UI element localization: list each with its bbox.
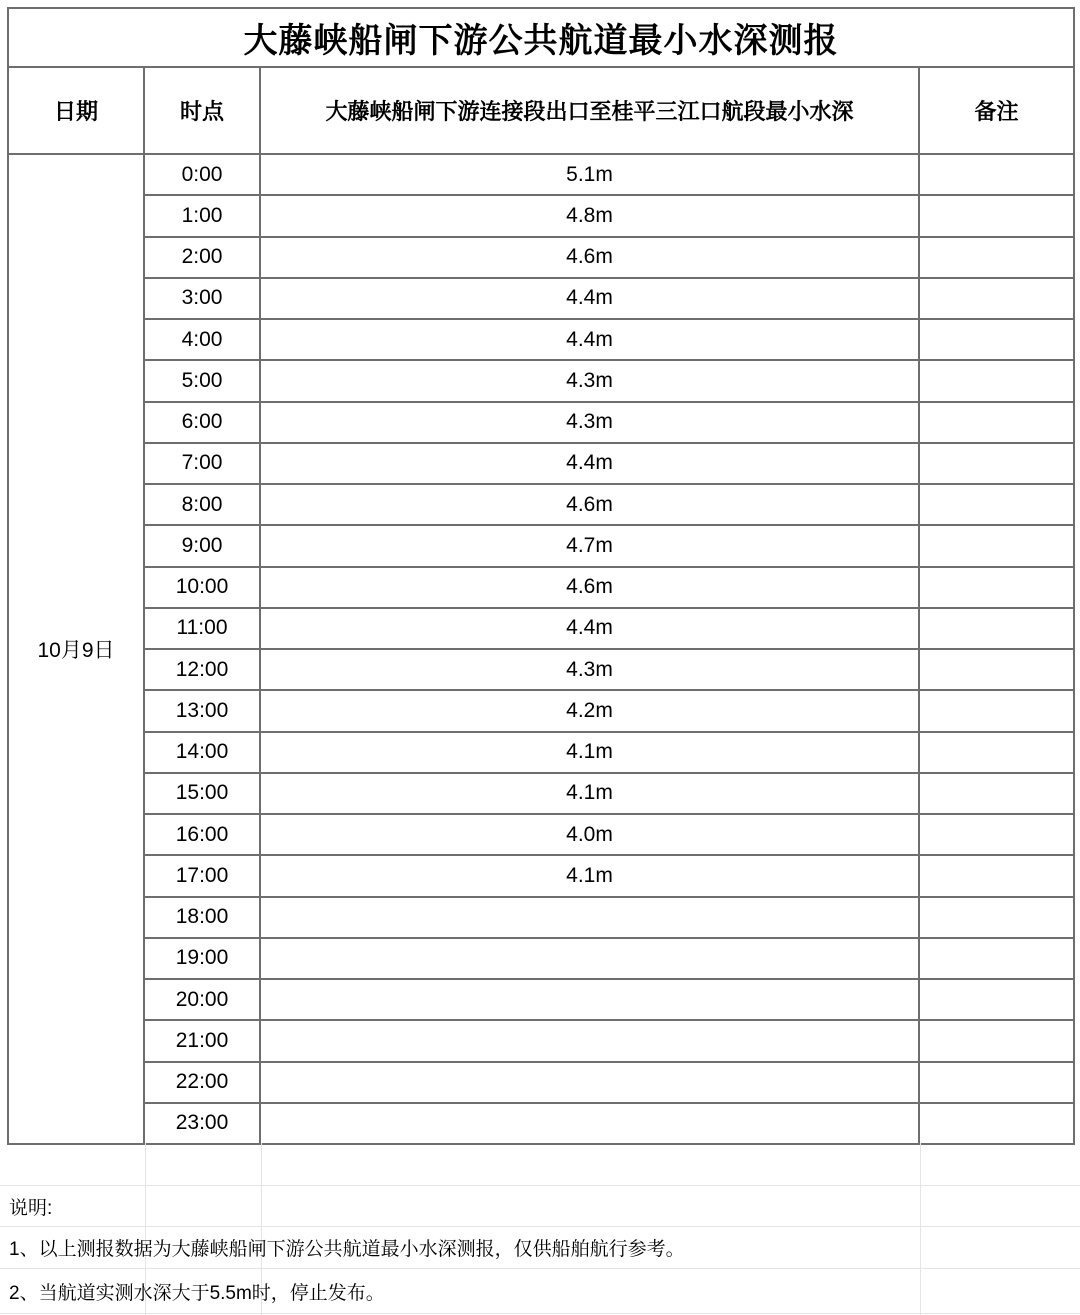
time-cell: 8:00 xyxy=(144,484,260,525)
remark-cell xyxy=(919,732,1074,773)
table-row xyxy=(8,1062,1074,1103)
depth-cell xyxy=(260,938,919,979)
time-cell: 5:00 xyxy=(144,360,260,401)
remark-cell xyxy=(919,1020,1074,1061)
depth-cell: 4.4m xyxy=(260,278,919,319)
time-cell: 15:00 xyxy=(144,773,260,814)
remark-cell xyxy=(919,154,1074,195)
report-title: 大藤峡船闸下游公共航道最小水深测报 xyxy=(8,8,1074,67)
table-row xyxy=(8,278,1074,319)
depth-cell: 4.6m xyxy=(260,484,919,525)
depth-cell: 4.1m xyxy=(260,855,919,896)
depth-cell xyxy=(260,1020,919,1061)
remark-cell xyxy=(919,773,1074,814)
table-row xyxy=(8,979,1074,1020)
remark-cell xyxy=(919,278,1074,319)
remark-cell xyxy=(919,649,1074,690)
table-row xyxy=(8,814,1074,855)
depth-cell xyxy=(260,897,919,938)
table-row xyxy=(8,443,1074,484)
time-cell: 9:00 xyxy=(144,525,260,566)
time-cell: 14:00 xyxy=(144,732,260,773)
depth-cell: 4.1m xyxy=(260,773,919,814)
time-cell: 18:00 xyxy=(144,897,260,938)
depth-cell: 5.1m xyxy=(260,154,919,195)
table-row xyxy=(8,484,1074,525)
remark-cell xyxy=(919,195,1074,236)
remark-cell xyxy=(919,608,1074,649)
table-row xyxy=(8,773,1074,814)
remark-cell xyxy=(919,443,1074,484)
time-cell: 22:00 xyxy=(144,1062,260,1103)
time-cell: 12:00 xyxy=(144,649,260,690)
remark-cell xyxy=(919,525,1074,566)
table-row xyxy=(8,938,1074,979)
depth-cell: 4.1m xyxy=(260,732,919,773)
table-row xyxy=(8,1020,1074,1061)
remark-cell xyxy=(919,897,1074,938)
depth-cell: 4.3m xyxy=(260,402,919,443)
table-row xyxy=(8,525,1074,566)
table-row xyxy=(8,319,1074,360)
title-row xyxy=(8,8,1074,67)
note-row xyxy=(0,1269,1080,1314)
time-cell: 11:00 xyxy=(144,608,260,649)
table-row xyxy=(8,690,1074,731)
remark-cell xyxy=(919,938,1074,979)
table-row xyxy=(8,567,1074,608)
time-cell: 10:00 xyxy=(144,567,260,608)
depth-cell: 4.3m xyxy=(260,649,919,690)
depth-cell: 4.4m xyxy=(260,608,919,649)
remark-cell xyxy=(919,855,1074,896)
notes-label-row xyxy=(0,1186,1080,1227)
depth-report-table xyxy=(7,7,1075,1145)
remark-cell xyxy=(919,402,1074,443)
remark-cell xyxy=(919,360,1074,401)
time-cell: 1:00 xyxy=(144,195,260,236)
remark-cell xyxy=(919,1062,1074,1103)
depth-cell xyxy=(260,1062,919,1103)
table-row xyxy=(8,237,1074,278)
depth-cell: 4.7m xyxy=(260,525,919,566)
table-row xyxy=(8,195,1074,236)
time-cell: 20:00 xyxy=(144,979,260,1020)
remark-cell xyxy=(919,319,1074,360)
time-cell: 23:00 xyxy=(144,1103,260,1144)
column-header-date: 日期 xyxy=(8,67,144,154)
time-cell: 0:00 xyxy=(144,154,260,195)
empty-sheet-row xyxy=(0,1143,1080,1186)
time-cell: 3:00 xyxy=(144,278,260,319)
depth-cell xyxy=(260,1103,919,1144)
depth-cell: 4.2m xyxy=(260,690,919,731)
time-cell: 13:00 xyxy=(144,690,260,731)
notes-section xyxy=(0,1143,1080,1315)
column-header-depth: 大藤峡船闸下游连接段出口至桂平三江口航段最小水深 xyxy=(260,67,919,154)
note-item: 2、当航道实测水深大于5.5m时，停止发布。 xyxy=(9,1282,385,1304)
depth-cell xyxy=(260,979,919,1020)
time-cell: 19:00 xyxy=(144,938,260,979)
table-row xyxy=(8,608,1074,649)
remark-cell xyxy=(919,690,1074,731)
date-cell: 10月9日 xyxy=(8,154,144,1144)
note-item: 1、以上测报数据为大藤峡船闸下游公共航道最小水深测报，仅供船舶航行参考。 xyxy=(9,1239,685,1260)
remark-cell xyxy=(919,237,1074,278)
time-cell: 21:00 xyxy=(144,1020,260,1061)
table-row xyxy=(8,154,1074,195)
table-row xyxy=(8,897,1074,938)
column-header-row xyxy=(8,67,1074,154)
time-cell: 17:00 xyxy=(144,855,260,896)
remark-cell xyxy=(919,814,1074,855)
depth-cell: 4.8m xyxy=(260,195,919,236)
depth-cell: 4.3m xyxy=(260,360,919,401)
remark-cell xyxy=(919,1103,1074,1144)
note-row xyxy=(0,1227,1080,1269)
time-cell: 7:00 xyxy=(144,443,260,484)
table-row xyxy=(8,649,1074,690)
table-row xyxy=(8,360,1074,401)
time-cell: 4:00 xyxy=(144,319,260,360)
depth-cell: 4.4m xyxy=(260,319,919,360)
table-row xyxy=(8,1103,1074,1144)
time-cell: 16:00 xyxy=(144,814,260,855)
depth-cell: 4.4m xyxy=(260,443,919,484)
remark-cell xyxy=(919,484,1074,525)
table-row xyxy=(8,855,1074,896)
table-row xyxy=(8,732,1074,773)
depth-cell: 4.0m xyxy=(260,814,919,855)
table-row xyxy=(8,402,1074,443)
time-cell: 2:00 xyxy=(144,237,260,278)
column-header-time: 时点 xyxy=(144,67,260,154)
remark-cell xyxy=(919,567,1074,608)
time-cell: 6:00 xyxy=(144,402,260,443)
depth-cell: 4.6m xyxy=(260,567,919,608)
column-header-remark: 备注 xyxy=(919,67,1074,154)
remark-cell xyxy=(919,979,1074,1020)
notes-label: 说明: xyxy=(9,1197,53,1219)
depth-cell: 4.6m xyxy=(260,237,919,278)
